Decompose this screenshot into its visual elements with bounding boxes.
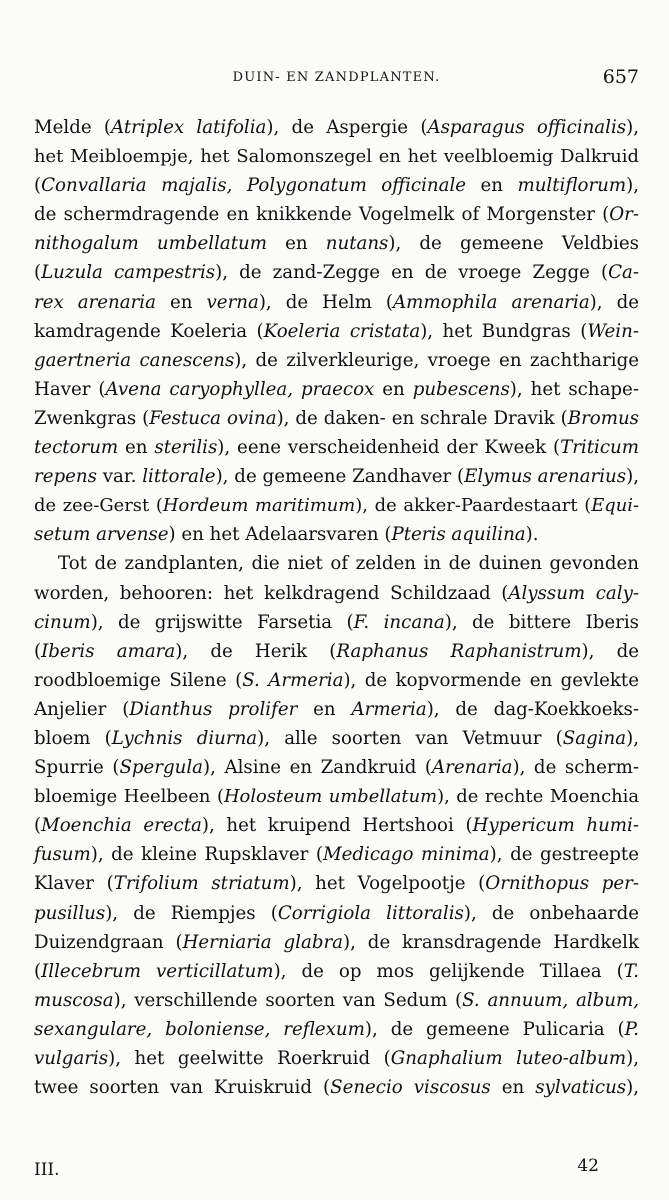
text-segment: Tot de zandplanten, die niet of zelden in de duinen gevonden: [58, 553, 639, 575]
text-segment: ), het geelwitte Roerkruid (: [108, 1048, 391, 1069]
text-line: [34, 782, 639, 811]
species-name: Convallaria majalis, Polygonatum officinale: [41, 175, 467, 197]
text-segment: en: [155, 291, 207, 313]
text-line: [34, 724, 639, 753]
text-segment: en: [118, 437, 155, 459]
text-segment: kamdragende Koeleria (: [34, 320, 264, 342]
text-line: [34, 258, 639, 287]
text-segment: ), Alsine en Zandkruid (: [203, 757, 432, 779]
species-name: Hordeum maritimum: [162, 495, 356, 517]
species-name: Festuca ovina: [149, 407, 277, 429]
species-name: Senecio viscosus: [330, 1077, 491, 1099]
species-name: Iberis amara: [41, 640, 176, 662]
text-segment: ), de grijswitte Farsetia (: [90, 611, 354, 633]
text-line: [34, 142, 639, 171]
text-line: [34, 549, 639, 578]
species-name: vulgaris: [34, 1048, 109, 1069]
species-name: muscosa: [34, 989, 114, 1011]
running-title: DUIN- EN ZANDPLANTEN.: [232, 70, 441, 85]
text-line: [34, 404, 639, 433]
text-segment: (: [34, 175, 42, 197]
species-name: Illecebrum verticillatum: [41, 960, 274, 982]
species-name: cinum: [34, 611, 91, 633]
body-text: [34, 113, 639, 1102]
text-segment: Spurrie (: [34, 757, 120, 779]
text-segment: ), de rechte Moenchia: [437, 786, 639, 808]
species-name: Elymus arenarius: [464, 466, 627, 488]
species-name: sylvaticus: [535, 1077, 627, 1099]
text-segment: ), het schape-: [509, 378, 639, 400]
text-segment: ), de: [581, 640, 639, 662]
species-name: Arenaria: [431, 757, 513, 779]
text-segment: de zee-Gerst (: [34, 495, 163, 517]
species-name: Avena caryophyllea, praecox: [105, 378, 375, 400]
text-segment: Klaver (: [34, 873, 114, 895]
text-segment: ).: [525, 524, 539, 546]
species-name: Corrigiola littoralis: [277, 902, 464, 924]
text-line: [34, 317, 639, 346]
text-segment: ), het Bundgras (: [420, 320, 588, 342]
text-segment: ), de dag-Koekkoeks-: [426, 698, 640, 720]
text-segment: ),: [626, 175, 639, 197]
text-segment: ), de zand-Zegge en de vroege Zegge (: [215, 262, 609, 284]
species-name: littorale: [142, 466, 216, 488]
species-name: Hypericum humi-: [472, 815, 640, 837]
text-segment: ), de gestreepte: [489, 844, 639, 866]
species-name: Ornithopus per-: [485, 873, 639, 895]
species-name: Or-: [609, 204, 639, 226]
species-name: Medicago minima: [322, 844, 490, 866]
species-name: multiflorum: [517, 175, 627, 197]
text-segment: (: [34, 815, 42, 837]
species-name: Equi-: [591, 495, 639, 517]
text-line: [34, 491, 639, 520]
species-name: fusum: [34, 844, 91, 866]
species-name: Herniaria glabra: [182, 931, 344, 953]
species-name: F. incana: [353, 611, 445, 633]
text-segment: ),: [626, 1048, 640, 1069]
text-segment: en: [490, 1077, 536, 1099]
text-segment: ) en het Adelaarsvaren (: [168, 524, 392, 546]
species-name: Trifolium striatum: [113, 873, 290, 895]
text-segment: ), het Vogelpootje (: [289, 873, 486, 895]
text-line: [34, 1015, 639, 1044]
text-segment: en: [267, 233, 326, 255]
text-line: [34, 579, 639, 608]
text-line: [34, 520, 639, 549]
text-segment: ), de gemeene Zandhaver (: [215, 466, 465, 488]
species-name: Atriplex latifolia: [111, 117, 267, 138]
species-name: Asparagus officinalis: [427, 117, 627, 138]
species-name: Triticum: [560, 437, 639, 459]
text-line: [34, 608, 639, 637]
species-name: repens: [34, 466, 97, 488]
text-segment: Anjelier (: [34, 698, 130, 720]
signature-mark: III.: [34, 1160, 60, 1180]
text-segment: (: [34, 960, 42, 982]
species-name: T.: [623, 960, 639, 982]
text-segment: ), de zilverkleurige, vroege en zachtharige: [234, 349, 639, 371]
running-head: [34, 66, 639, 96]
text-line: [34, 637, 639, 666]
species-name: Dianthus prolifer: [129, 698, 298, 720]
species-name: sterilis: [154, 437, 218, 459]
species-name: Wein-: [587, 320, 639, 342]
species-name: Sagina: [562, 727, 627, 749]
species-name: S. annuum, album,: [462, 989, 639, 1011]
text-segment: de schermdragende en knikkende Vogelmelk of Morgenster (: [34, 204, 610, 226]
text-segment: twee soorten van Kruiskruid (: [34, 1077, 331, 1099]
text-segment: ), de onbehaarde: [463, 902, 639, 924]
text-segment: ), de Riempjes (: [105, 902, 278, 924]
text-segment: Melde (: [34, 117, 112, 138]
text-line: [34, 1073, 639, 1102]
species-name: setum arvense: [34, 524, 169, 546]
text-line: [34, 1044, 639, 1073]
text-segment: Haver (: [34, 378, 106, 400]
text-segment: ), de bittere Iberis: [444, 611, 640, 633]
text-segment: en: [297, 698, 352, 720]
page-footer: [34, 1156, 639, 1186]
species-name: Holosteum umbellatum: [223, 786, 438, 808]
species-name: S. Armeria: [242, 669, 344, 691]
text-segment: bloem (: [34, 727, 112, 749]
text-line: [34, 695, 639, 724]
species-name: Alyssum caly-: [508, 582, 640, 604]
text-segment: Duizendgraan (: [34, 931, 183, 953]
page-number: 657: [602, 66, 639, 88]
text-segment: Zwenkgras (: [34, 407, 150, 429]
text-segment: worden, behooren: het kelkdragend Schildzaad (: [34, 582, 509, 604]
text-segment: ), de op mos gelijkende Tillaea (: [273, 960, 624, 982]
text-segment: ),: [626, 1077, 640, 1099]
species-name: Moenchia erecta: [41, 815, 202, 837]
text-line: [34, 869, 639, 898]
text-line: [34, 171, 639, 200]
species-name: rex arenaria: [34, 291, 156, 313]
text-line: [34, 840, 639, 869]
species-name: P.: [624, 1018, 639, 1040]
text-segment: ), alle soorten van Vetmuur (: [257, 727, 563, 749]
text-segment: var.: [96, 466, 143, 488]
text-line: [34, 753, 639, 782]
text-segment: en: [466, 175, 518, 197]
text-segment: ), de Aspergie (: [266, 117, 428, 138]
species-name: sexangulare, boloniense, reflexum: [34, 1018, 365, 1040]
species-name: Armeria: [351, 698, 427, 720]
text-segment: ), de kleine Rupsklaver (: [90, 844, 323, 866]
text-line: [34, 113, 639, 142]
species-name: Luzula campestris: [41, 262, 216, 284]
text-segment: ), de gemeene Pulicaria (: [364, 1018, 625, 1040]
text-segment: ), de scherm-: [512, 757, 639, 779]
text-segment: ), de gemeene Veldbies: [388, 233, 639, 255]
species-name: nutans: [325, 233, 389, 255]
species-name: Lychnis diurna: [111, 727, 258, 749]
signature-number: 42: [577, 1156, 599, 1176]
text-segment: (: [34, 640, 42, 662]
text-segment: ), eene verscheidenheid der Kweek (: [217, 437, 561, 459]
species-name: Raphanus Raphanistrum: [336, 640, 582, 662]
species-name: Gnaphalium luteo-album: [390, 1048, 627, 1069]
species-name: pubescens: [412, 378, 510, 400]
text-segment: ), de: [589, 291, 639, 313]
species-name: Bromus: [567, 407, 640, 429]
species-name: nithogalum umbellatum: [34, 233, 268, 255]
text-segment: ), verschillende soorten van Sedum (: [113, 989, 463, 1011]
text-segment: bloemige Heelbeen (: [34, 786, 224, 808]
species-name: Koeleria cristata: [263, 320, 421, 342]
text-line: [34, 462, 639, 491]
text-line: [34, 928, 639, 957]
text-segment: ), de Herik (: [175, 640, 337, 662]
text-segment: ), de kransdragende Hardkelk: [343, 931, 639, 953]
text-line: [34, 986, 639, 1015]
text-line: [34, 811, 639, 840]
text-segment: het Meibloempje, het Salomonszegel en het veelbloemig Dalkruid: [34, 146, 639, 168]
text-segment: ),: [626, 117, 639, 138]
species-name: Spergula: [119, 757, 204, 779]
species-name: Pteris aquilina: [391, 524, 526, 546]
text-segment: ), het kruipend Hertshooi (: [201, 815, 473, 837]
species-name: gaertneria canescens: [34, 349, 235, 371]
species-name: pusillus: [34, 902, 106, 924]
text-line: [34, 229, 639, 258]
text-segment: ),: [626, 466, 639, 488]
text-segment: ), de kopvormende en gevlekte: [343, 669, 639, 691]
text-line: [34, 957, 639, 986]
text-line: [34, 433, 639, 462]
text-segment: en: [374, 378, 413, 400]
text-segment: (: [34, 262, 42, 284]
text-segment: ), de Helm (: [258, 291, 393, 313]
species-name: Ammophila arenaria: [393, 291, 590, 313]
text-line: [34, 666, 639, 695]
text-line: [34, 899, 639, 928]
text-line: [34, 288, 639, 317]
text-line: [34, 200, 639, 229]
species-name: Ca-: [608, 262, 639, 284]
text-segment: ), de daken- en schrale Dravik (: [276, 407, 568, 429]
text-segment: roodbloemige Silene (: [34, 669, 243, 691]
text-line: [34, 375, 639, 404]
species-name: verna: [206, 291, 259, 313]
text-segment: ),: [626, 727, 639, 749]
text-segment: ), de akker-Paardestaart (: [355, 495, 592, 517]
text-line: [34, 346, 639, 375]
species-name: tectorum: [34, 437, 119, 459]
